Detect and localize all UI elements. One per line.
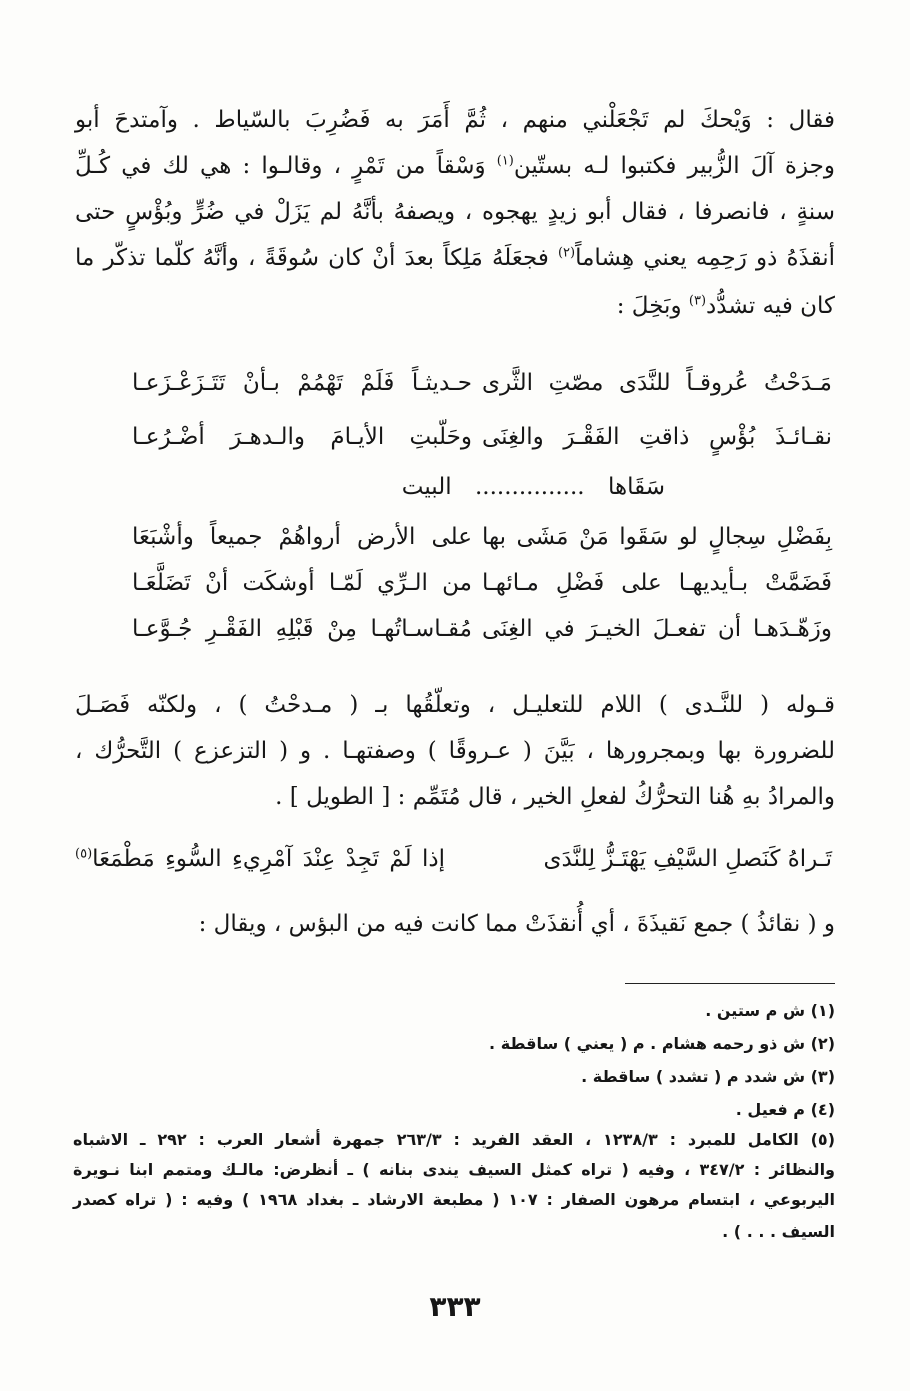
commentary-final-line: و ( نقائذُ ) جمع نَقيذَةَ ، أي أُنقذَتْ مما كانت فيه من البؤس ، ويقال : — [198, 911, 835, 937]
poem-break-dots: ............... — [474, 474, 585, 500]
poem-5-right-hemistich: وزَهّـدَهـا أن تفعـلَ الخيـرَ في الغِنَى — [482, 616, 832, 642]
poem-5-left-hemistich: مُقـاسـاتُهـا مِنْ قَبْلِهِ الفَقْـرِ جُـوَّعـا — [132, 616, 472, 642]
body-line-4-start: أنقذَهُ ذو رَحِمِه يعني هِشاماً — [575, 245, 836, 271]
commentary-line-3: والمرادُ بهِ هُنا التحرُّكُ لفعلِ الخير ، قال مُتَمِّم : [ الطويل ] . — [275, 784, 835, 810]
footnote-2: (٢) ش ذو رحمه هشام . م ( يعني ) ساقطة . — [489, 1034, 835, 1053]
poem-1-right-hemistich: مَـدَحْتُ عُروقـاً للنَّدَى مصّتِ الثَّرى — [482, 370, 832, 396]
footnote-mark-5: (٥) — [75, 846, 93, 862]
footnote-divider — [625, 983, 835, 984]
body-line-2 — [75, 149, 835, 183]
quote-left-hemistich — [75, 842, 445, 876]
body-line-5 — [75, 289, 835, 323]
body-line-5-end: وبَخِلَ : — [616, 293, 682, 319]
body-line-1: فقال : وَيْحكَ لم تَجْعَلْني منهم ، ثُمَّ أَمَرَ به فَضُرِبَ بالسّياط . وآمتدحَ أبو — [75, 107, 835, 133]
poem-break-label: البيت — [401, 474, 452, 500]
commentary-line-2: للضرورة بها وبمجرورها ، بَيَّنَ ( عـروقًا ) وصفتهـا . و ( التزعزع ) التَّحرُّك ، — [75, 738, 836, 764]
footnote-mark-2: (٢) — [557, 245, 576, 261]
footnote-1: (١) ش م ستين . — [705, 1001, 835, 1020]
commentary-line-1: قـوله ( للنَّـدى ) اللام للتعليـل ، وتعلّقُها بـ ( مـدحْتُ ) ، ولكنّه فَصَـلَ — [75, 692, 835, 718]
footnote-mark-1: (١) — [496, 153, 514, 169]
footnote-5-line-4: السيف . . . ) . — [722, 1222, 835, 1241]
body-line-4-end: فجعَلَهُ مَلِكاً بعدَ أنْ كان سُوقَةً ، وأنَّهُ كلّما تذكّر ما — [75, 245, 549, 271]
footnote-5-line-1: (٥) الكامل للمبرد : ١٢٣٨/٣ ، العقد الفريد : ٢٦٣/٣ جمهرة أشعار العرب : ٢٩٢ ـ الاشباه — [73, 1130, 835, 1149]
poem-1-left-hemistich: حـديثـاً فَلَمْ تَهْمُمْ بـأنْ تَتَـزَعْـزَعـا — [132, 370, 472, 396]
poem-2-left-hemistich: وحَلّبتِ الأيـامَ والـدهـرَ أضْـرُعـا — [132, 424, 472, 450]
footnote-5-line-3: اليربوعي ، ابتسام مرهون الصفار : ١٠٧ ( مطبعة الارشاد ـ بغداد ١٩٦٨ ) وفيه : ( تراه كصدر — [73, 1190, 835, 1209]
poem-2-right-hemistich: نقـائـذَ بُؤْسٍ ذاقتِ الفَقْـرَ والغِنَى — [482, 424, 832, 450]
poem-4-left-hemistich: من الـرِّي لَمّـا أوشكَت أنْ تَضَلَّعَـا — [132, 570, 472, 596]
quote-left-text: إذا لَمْ تَجِدْ عِنْدَ آمْرِيءِ السُّوءِ مَطْمَعَا — [92, 846, 445, 872]
body-line-4 — [75, 241, 835, 275]
poem-break-line — [402, 470, 665, 504]
page-number: ٣٣٣ — [429, 1290, 481, 1323]
footnote-mark-3: (٣) — [688, 293, 707, 309]
footnote-4: (٤) م فعيل . — [735, 1100, 835, 1119]
footnote-5-line-2: والنظائر : ٣٤٧/٢ ، وفيه ( تراه كمثل السيف يندى بنانه ) ـ أنظرض: مالـك ومتمم ابنا نـويرة — [73, 1160, 835, 1179]
footnote-3: (٣) ش شدد م ( تشدد ) ساقطة . — [581, 1067, 835, 1086]
body-line-2-start: وجزة آلَ الزُّبير فكتبوا لـه بستّين — [513, 153, 835, 179]
quote-right-hemistich: تَـراهُ كَنَصلِ السَّيْفِ يَهْتَـزُّ لِلنَّدَى — [543, 846, 832, 872]
body-line-2-end: وَسْقاً من تَمْرٍ ، وقالـوا : هي لك في كُـلِّ — [75, 153, 486, 179]
poem-3-right-hemistich: بِفَضْلِ سِجالٍ لو سَقَوا مَنْ مَشَى بها — [482, 524, 832, 550]
body-line-3: سنةٍ ، فانصرفا ، فقال أبو زيدٍ يهجوه ، ويصفهُ بأنَّهُ لم يَزَلْ في ضُرٍّ وبُؤْسٍ حتى — [75, 199, 835, 225]
body-line-5-start: كان فيه تشدُّد — [706, 293, 835, 319]
poem-4-right-hemistich: فَضَمَّتْ بـأيديهـا على فَضْلِ مـائهـا — [482, 570, 832, 596]
poem-3-left-hemistich: على الأرض أرواهُمْ جميعاً وأشْبَعَا — [132, 524, 472, 550]
poem-break-word: سَقَاها — [607, 474, 665, 500]
